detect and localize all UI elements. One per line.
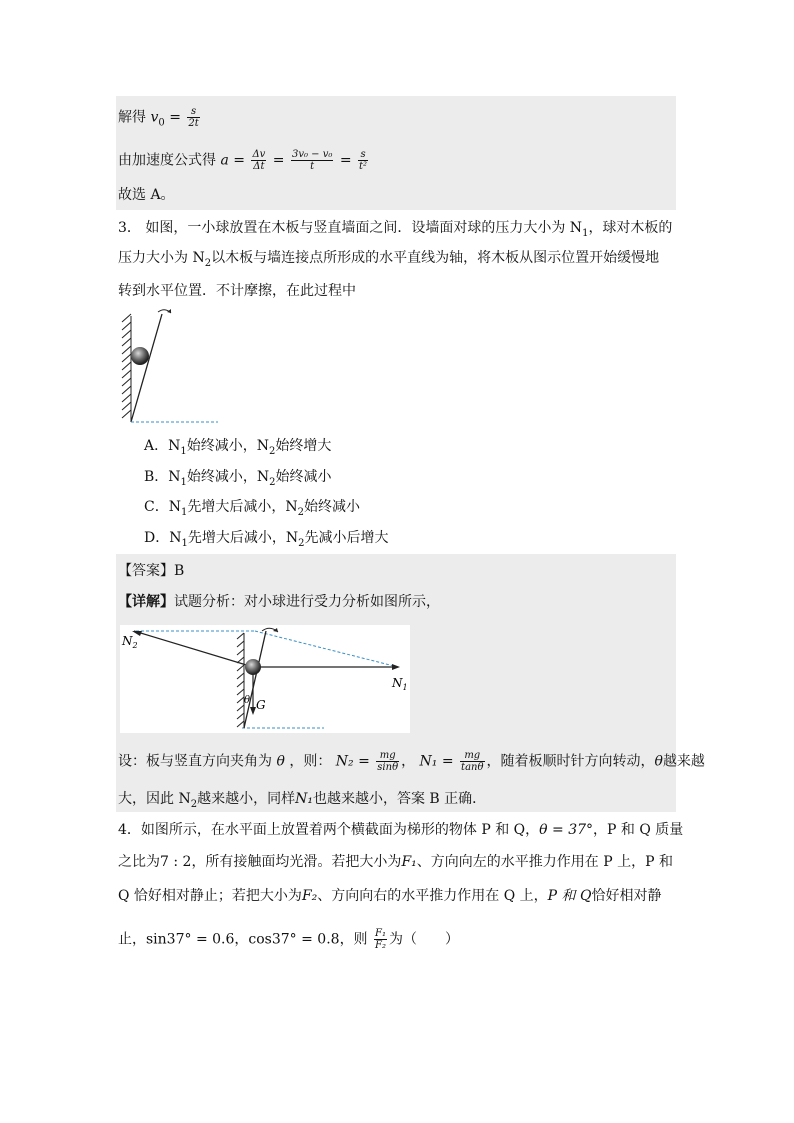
q3-figure-ball-wall-board — [118, 306, 228, 428]
text: 始终减小 — [303, 499, 360, 515]
board — [131, 314, 162, 422]
den: t² — [359, 161, 368, 172]
q3-force-diagram — [120, 625, 410, 733]
label-theta: θ — [244, 695, 251, 706]
solution-line-1 — [118, 106, 202, 133]
q4-line-4 — [118, 928, 459, 951]
label-n2: $N_2$ — [122, 634, 138, 650]
fraction — [291, 149, 333, 172]
sub: 2 — [298, 537, 305, 549]
equals: = — [339, 152, 352, 169]
text: ，则 — [339, 931, 368, 948]
n1-lhs: N₁ = — [419, 753, 454, 770]
sub: 2 — [269, 445, 276, 457]
equals: = — [169, 109, 181, 126]
q3-detail — [118, 592, 440, 612]
text: 大，因此 N — [118, 791, 191, 807]
num: mg — [460, 750, 484, 762]
text: 越来越小，同样 — [197, 791, 296, 807]
q3-option-d[interactable] — [144, 528, 388, 554]
var-v: v — [150, 109, 159, 126]
q3-answer: 【答案】B — [118, 563, 185, 579]
fraction — [358, 149, 368, 172]
text: 始终增大 — [275, 438, 332, 454]
n2-fraction — [376, 750, 399, 773]
text: ， — [234, 931, 249, 948]
cos-value: cos37° = 0.8 — [248, 931, 340, 948]
text: C．N — [144, 499, 181, 515]
text: ，随着板顺时针方向转动， — [486, 753, 655, 770]
q3-line-2 — [118, 248, 659, 274]
f-ratio-fraction — [374, 928, 387, 951]
text: ，P 和 Q 质量 — [593, 822, 684, 838]
sub: 1 — [180, 445, 187, 457]
q3-last-line — [118, 789, 486, 815]
text: 4．如图所示，在水平面上放置着两个横截面为梯形的物体 P 和 Q， — [118, 822, 540, 838]
text: 止， — [118, 931, 146, 948]
text: 之比为 — [118, 854, 160, 870]
q3-set-line: 设：板与竖直方向夹角为 θ ，则： N₂ = $\frac{mg}{\sin\theta}$ ， N₁ = $\frac{mg}{\tan\theta}$ ，随着板顺时针方向转动，θ越来越 — [118, 750, 705, 773]
num: 3v₀ − v₀ — [291, 149, 333, 160]
text: ，则： — [289, 753, 332, 770]
text: 以木板与墙连接点所形成的水平直线为轴，将木板从图示位置开始缓慢地 — [211, 250, 660, 266]
p-and-q: P 和 Q — [547, 888, 592, 904]
q4-line-1 — [118, 820, 683, 840]
solution-line-3: 故选 A。 — [118, 187, 175, 203]
theta: θ — [276, 753, 285, 770]
ball — [131, 347, 149, 365]
den: sinθ — [377, 762, 399, 773]
den: tanθ — [461, 762, 484, 773]
text: 设：板与竖直方向夹角为 — [118, 753, 272, 770]
num: F₁ — [375, 928, 386, 939]
ball-2 — [245, 659, 261, 675]
text: 为（ ） — [388, 931, 459, 948]
den: t — [310, 161, 315, 172]
text: 试题分析：对小球进行受力分析如图所示， — [174, 594, 440, 610]
wall-hatch — [122, 314, 131, 422]
sub: 2 — [297, 506, 304, 518]
theta: θ — [654, 753, 663, 770]
text: D．N — [144, 530, 182, 546]
sin-value: sin37° = 0.6 — [146, 931, 235, 948]
q3-option-c[interactable] — [144, 497, 360, 523]
text: 压力大小为 N — [118, 250, 205, 266]
label-n1: $N_1$ — [392, 676, 408, 692]
text: 先减小后增大 — [304, 530, 389, 546]
text: 、方向向左的水平推力作用在 P 上，P 和 — [416, 854, 673, 870]
text: 始终减小，N — [186, 438, 269, 454]
n1: N₁ — [295, 791, 313, 807]
equals: = — [233, 152, 245, 169]
ratio: 7 : 2 — [160, 854, 192, 870]
num: s — [358, 149, 368, 161]
text: 3． 如图，一小球放置在木板与竖直墙面之间．设墙面对球的压力大小为 N — [118, 220, 583, 236]
den: F₂ — [375, 940, 386, 951]
text: A．N — [144, 438, 181, 454]
text: ，球对木板的 — [588, 220, 673, 236]
fraction — [187, 106, 199, 129]
fraction — [251, 149, 266, 172]
text: 始终减小，N — [186, 469, 270, 485]
q3-option-a[interactable] — [144, 436, 331, 462]
text: 也越来越小，答案 B 正确． — [312, 791, 487, 807]
sub: 2 — [204, 257, 212, 269]
text: 始终减小 — [275, 469, 332, 485]
q3-option-b[interactable] — [144, 467, 332, 493]
sub: 1 — [180, 506, 188, 518]
den: Δt — [253, 161, 265, 172]
label-g: G — [256, 698, 266, 712]
q3-line-1 — [118, 218, 672, 244]
num: Δv — [252, 149, 266, 160]
var-a: a — [220, 152, 229, 169]
q4-line-2 — [118, 852, 673, 872]
sub: 2 — [269, 476, 276, 488]
text: 越来越 — [662, 753, 705, 770]
text: 先增大后减小，N — [187, 530, 299, 546]
text: B．N — [144, 469, 181, 485]
text: ，所有接触面均光滑。若把大小为 — [191, 854, 402, 870]
text: 由加速度公式得 — [118, 152, 216, 169]
detail-head: 【详解】 — [118, 594, 174, 610]
q4-line-3 — [118, 886, 661, 906]
n2-lhs: N₂ = — [335, 753, 370, 770]
sub: 1 — [180, 476, 187, 488]
sub: 2 — [190, 798, 198, 810]
text: 先增大后减小，N — [187, 499, 298, 515]
text: 、方向向右的水平推力作用在 Q 上， — [317, 888, 548, 904]
den: 2t — [188, 118, 199, 129]
f1: F₁ — [401, 854, 417, 870]
text: Q 恰好相对静止；若把大小为 — [118, 888, 302, 904]
sub: 0 — [158, 117, 165, 129]
n1-fraction — [460, 750, 484, 773]
theta-value: θ = 37° — [539, 822, 594, 838]
text: 解得 — [118, 109, 146, 126]
q3-line-3: 转到水平位置．不计摩擦，在此过程中 — [118, 283, 356, 299]
sub: 1 — [582, 227, 589, 239]
num: s — [187, 106, 199, 118]
f2: F₂ — [301, 888, 318, 904]
sub: 1 — [181, 537, 188, 549]
num: mg — [376, 750, 399, 762]
equals: = — [272, 152, 285, 169]
text: 恰好相对静 — [591, 888, 662, 904]
solution-line-2 — [118, 149, 370, 172]
